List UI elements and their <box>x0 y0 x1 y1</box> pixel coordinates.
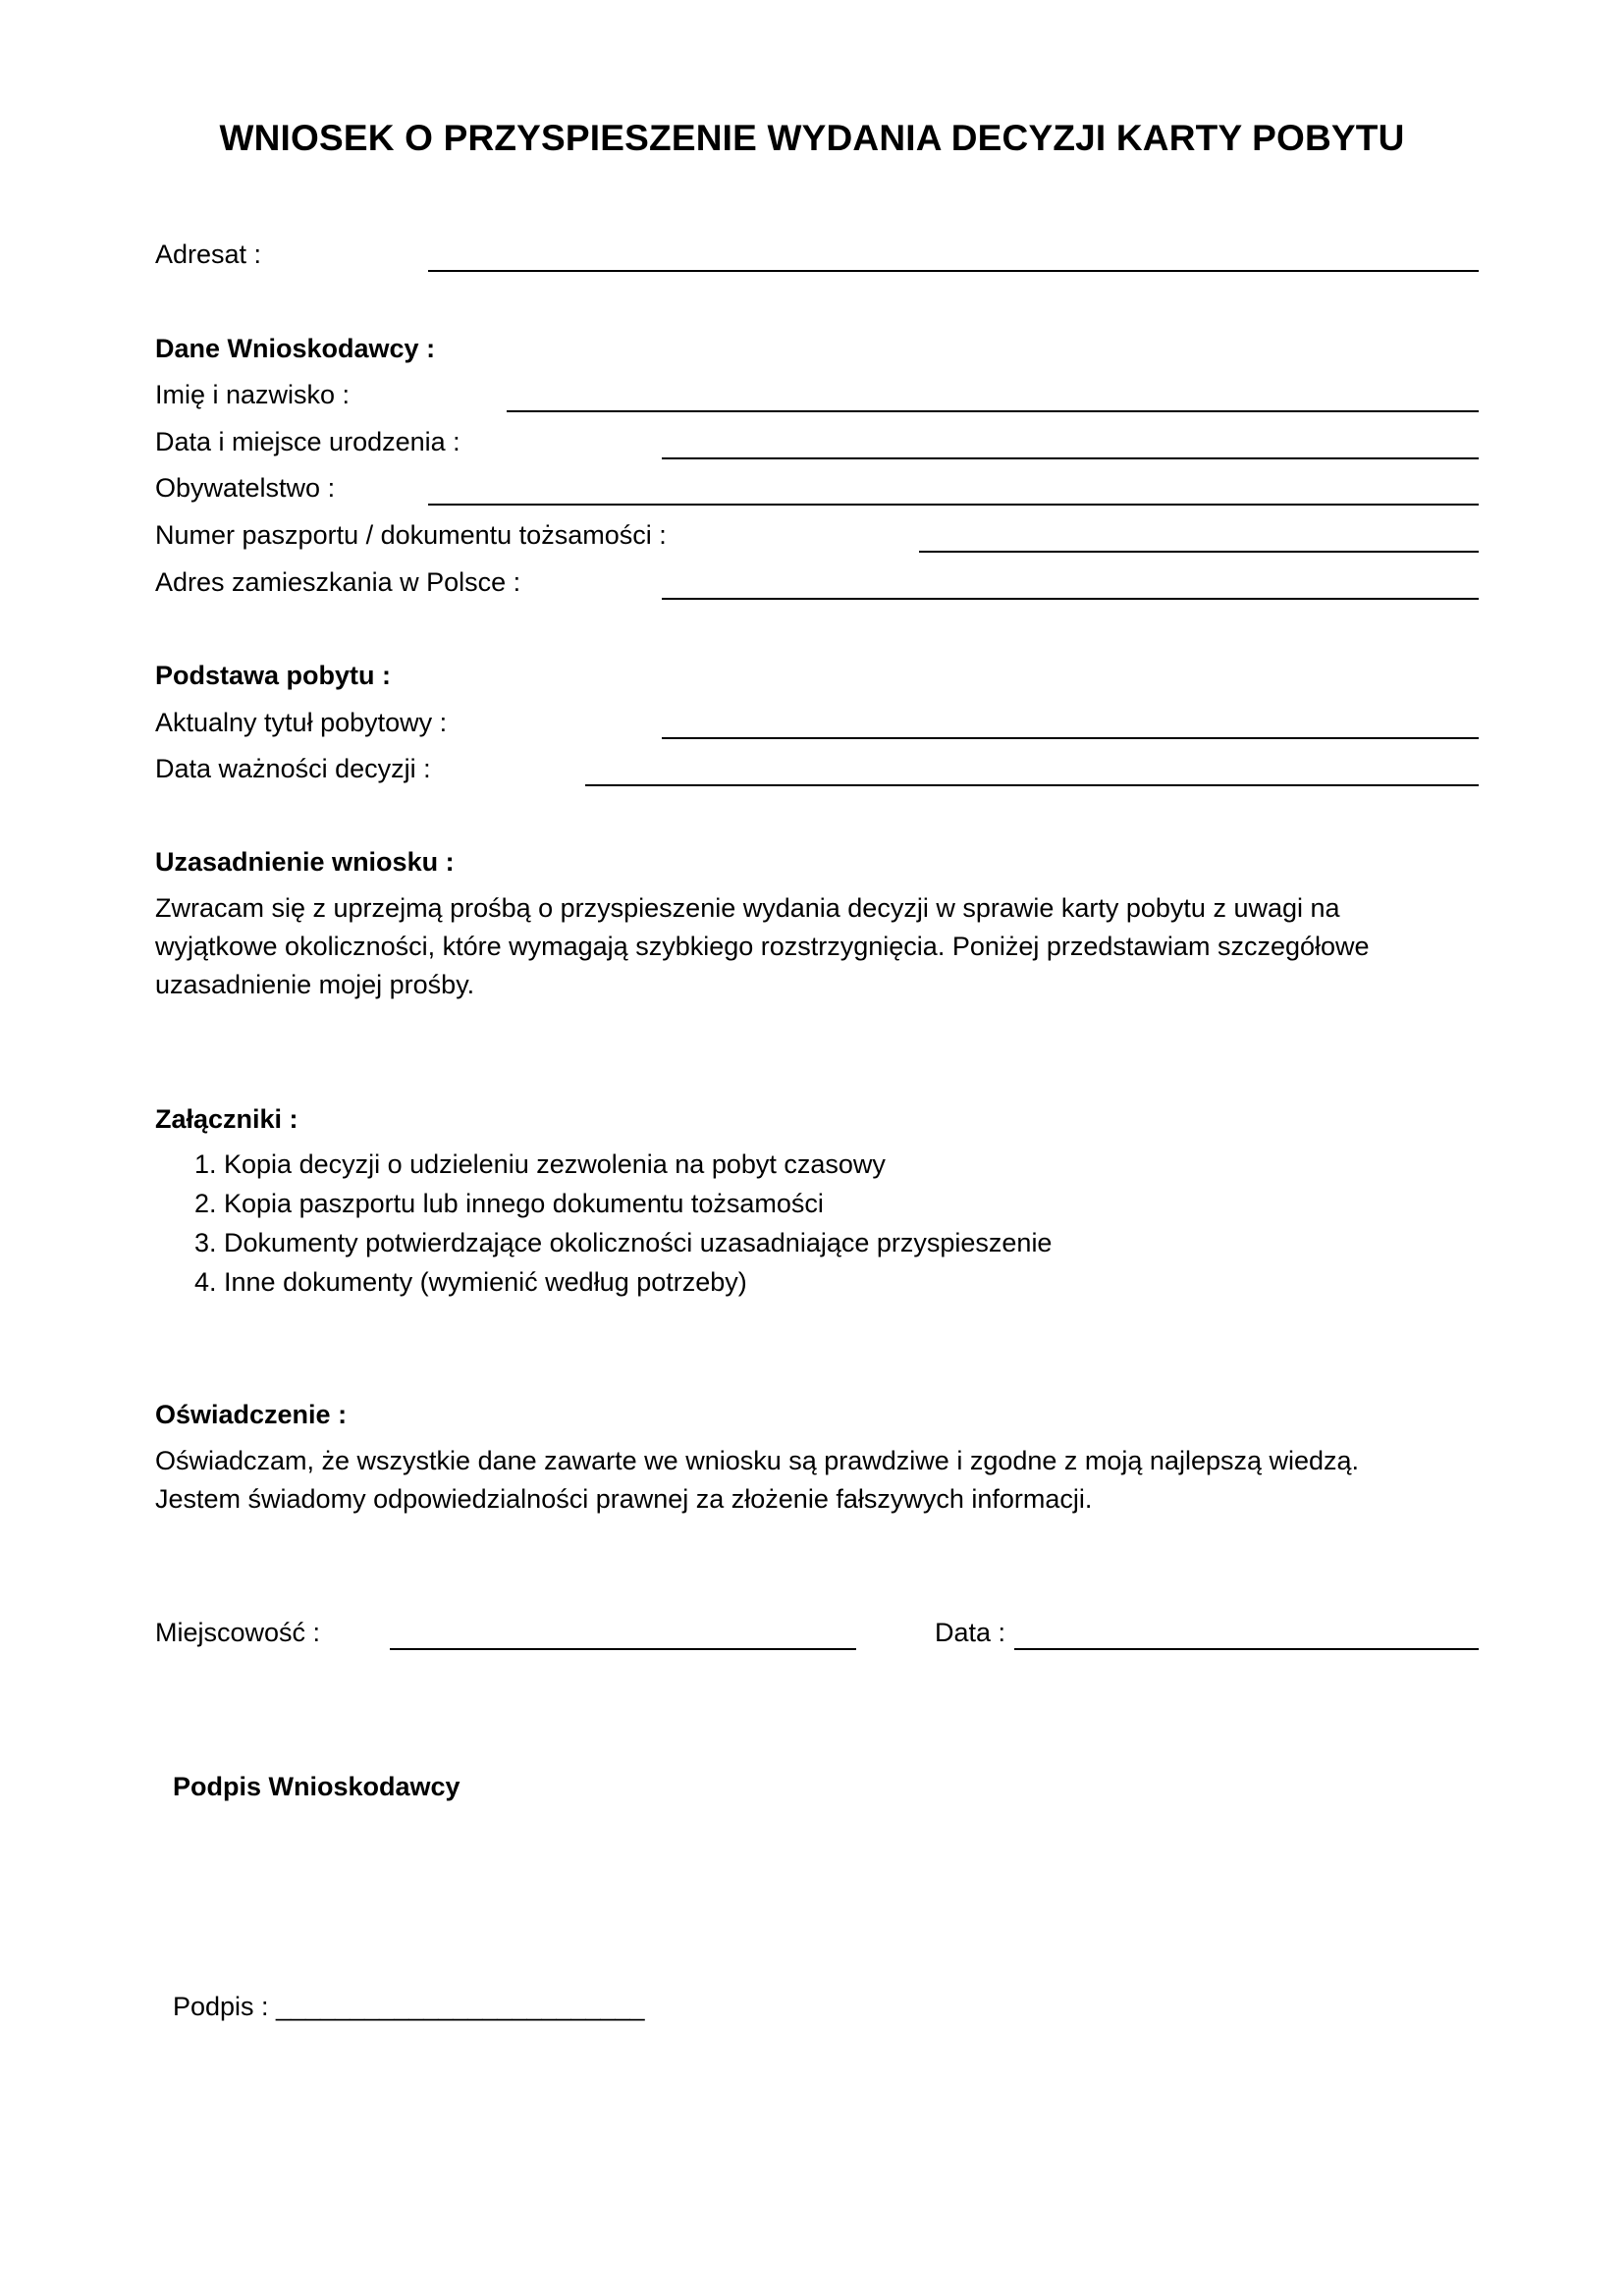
name-label: Imię i nazwisko : <box>155 380 351 409</box>
birth-field[interactable] <box>662 457 1479 459</box>
validity-label: Data ważności decyzji : <box>155 754 431 783</box>
declaration-heading: Oświadczenie : <box>155 1400 348 1429</box>
signature-heading: Podpis Wnioskodawcy <box>173 1772 460 1801</box>
declaration-text <box>155 1442 1490 1519</box>
citizenship-label: Obywatelstwo : <box>155 473 336 503</box>
attachment-item: 2. Kopia paszportu lub innego dokumentu tożsamości <box>194 1189 824 1218</box>
validity-field[interactable] <box>585 784 1479 786</box>
passport-label: Numer paszportu / dokumentu tożsamości : <box>155 520 667 550</box>
attachments-heading: Załączniki : <box>155 1104 298 1134</box>
passport-field[interactable] <box>919 551 1479 553</box>
justification-line: Zwracam się z uprzejmą prośbą o przyspieszenie wydania decyzji w sprawie karty pobytu z uwagi na <box>155 893 1340 923</box>
justification-heading: Uzasadnienie wniosku : <box>155 847 455 877</box>
address-field[interactable] <box>662 598 1479 600</box>
residence-title-field[interactable] <box>662 737 1479 739</box>
justification-line: wyjątkowe okoliczności, które wymagają szybkiego rozstrzygnięcia. Poniżej przedstawiam szczegółowe <box>155 932 1370 961</box>
declaration-line: Oświadczam, że wszystkie dane zawarte we wniosku są prawdziwe i zgodne z moją najlepszą wiedzą. <box>155 1446 1360 1475</box>
adresat-field[interactable] <box>428 270 1479 272</box>
attachment-item: 4. Inne dokumenty (wymienić według potrzeby) <box>194 1267 747 1297</box>
declaration-line: Jestem świadomy odpowiedzialności prawnej za złożenie fałszywych informacji. <box>155 1484 1093 1514</box>
name-field[interactable] <box>507 410 1479 412</box>
date-label: Data : <box>935 1618 1006 1647</box>
residence-heading: Podstawa pobytu : <box>155 661 392 690</box>
adresat-label: Adresat : <box>155 240 262 269</box>
signature-field[interactable]: Podpis : _________________________ <box>173 1992 645 2021</box>
attachment-item: 3. Dokumenty potwierdzające okoliczności uzasadniające przyspieszenie <box>194 1228 1053 1257</box>
place-label: Miejscowość : <box>155 1618 321 1647</box>
justification-text <box>155 889 1490 1004</box>
place-field[interactable] <box>390 1648 856 1650</box>
birth-label: Data i miejsce urodzenia : <box>155 427 460 456</box>
address-label: Adres zamieszkania w Polsce : <box>155 567 521 597</box>
attachment-item: 1. Kopia decyzji o udzieleniu zezwolenia na pobyt czasowy <box>194 1149 886 1179</box>
residence-title-label: Aktualny tytuł pobytowy : <box>155 708 448 737</box>
date-field[interactable] <box>1014 1648 1479 1650</box>
justification-line: uzasadnienie mojej prośby. <box>155 970 475 999</box>
applicant-heading: Dane Wnioskodawcy : <box>155 334 436 363</box>
citizenship-field[interactable] <box>428 504 1479 506</box>
document-title: WNIOSEK O PRZYSPIESZENIE WYDANIA DECYZJI KARTY POBYTU <box>219 118 1405 158</box>
